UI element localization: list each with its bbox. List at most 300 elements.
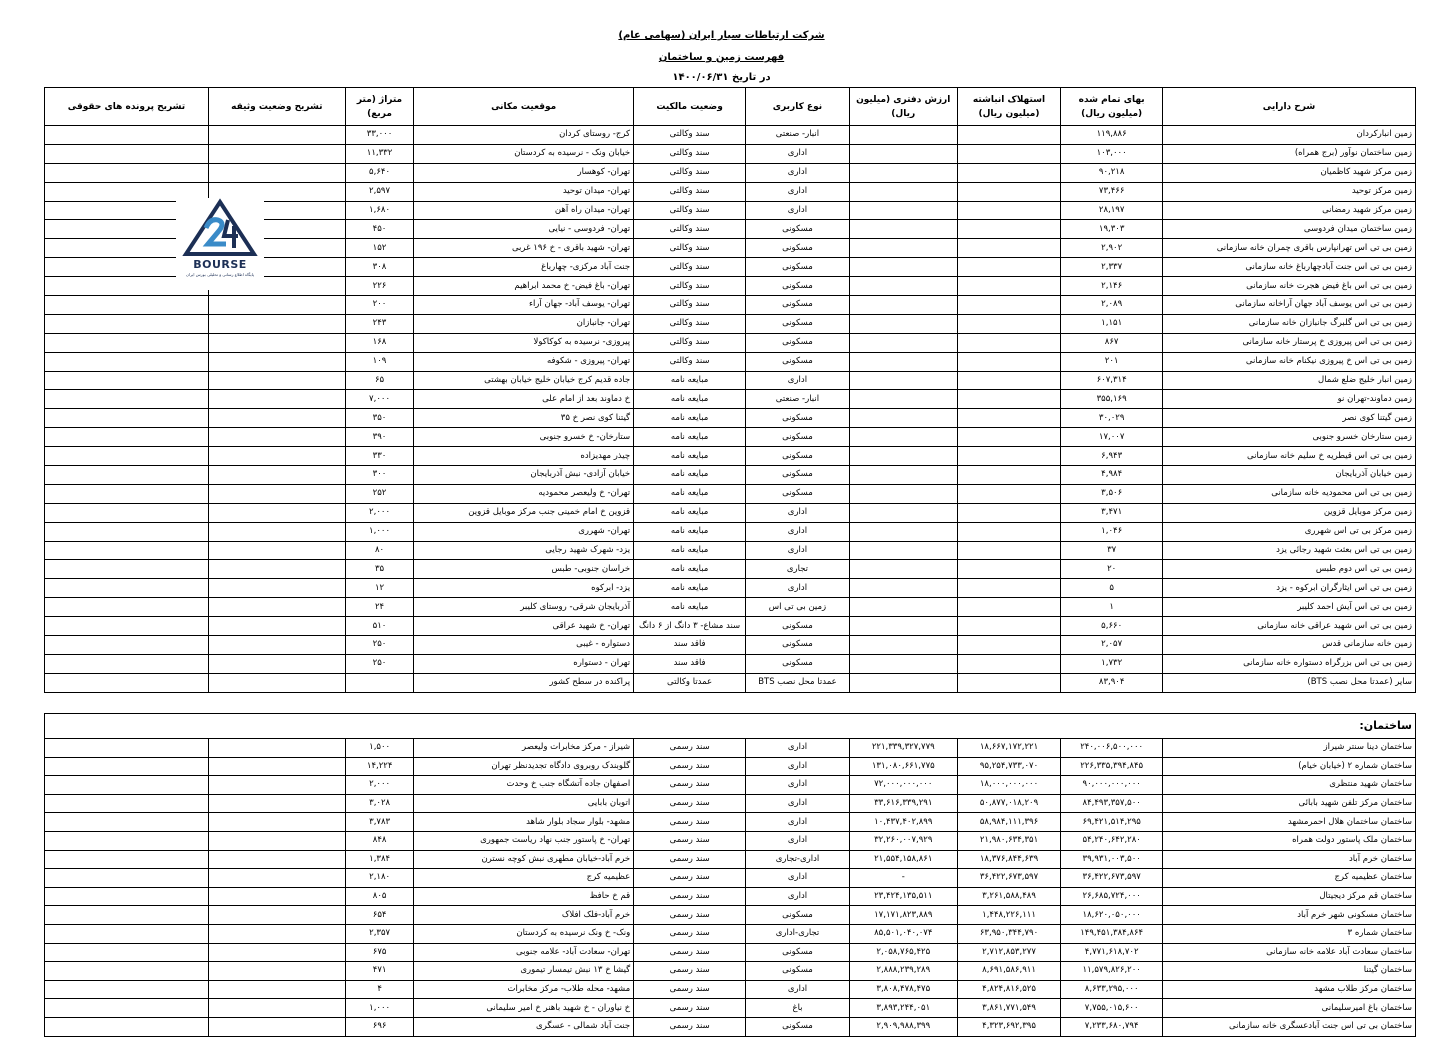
cell-col-4: مسکونی [746, 1017, 850, 1036]
cell-col-9 [45, 541, 209, 560]
cell-col-2 [957, 144, 1061, 163]
cell-col-7: ۱,۳۸۴ [345, 850, 413, 869]
cell-col-7: ۳۳,۰۰۰ [345, 126, 413, 145]
cell-col-6: تهران- کوهسار [414, 163, 634, 182]
cell-col-2 [957, 371, 1061, 390]
cell-col-7: ۲,۵۹۷ [345, 182, 413, 201]
cell-col-8 [208, 144, 345, 163]
land-row [45, 447, 1416, 466]
cell-col-7: ۳۵۰ [345, 409, 413, 428]
cell-col-9 [45, 522, 209, 541]
cell-col-4: اداری [746, 144, 850, 163]
cell-col-4: مسکونی [746, 654, 850, 673]
cell-col-0: زمین بی تی اس پیروزی خ پرستار خانه سازمانی [1162, 333, 1415, 352]
cell-col-2 [957, 182, 1061, 201]
cell-col-8 [208, 428, 345, 447]
land-row [45, 296, 1416, 315]
cell-col-7: ۱,۶۸۰ [345, 201, 413, 220]
cell-col-7: ۴ [345, 980, 413, 999]
cell-col-0: زمین بی تی اس دوم طبس [1162, 560, 1415, 579]
cell-col-5: سند وکالتی [634, 201, 746, 220]
cell-col-3: ۲,۸۸۸,۲۳۹,۲۸۹ [849, 962, 957, 981]
column-header-5: وضعیت مالکیت [634, 88, 746, 126]
cell-col-3 [849, 163, 957, 182]
cell-col-4: اداری [746, 813, 850, 832]
cell-col-4: زمین بی تی اس [746, 598, 850, 617]
cell-col-4: اداری [746, 831, 850, 850]
cell-col-3 [849, 314, 957, 333]
cell-col-1: ۶۰۷,۳۱۴ [1061, 371, 1163, 390]
cell-col-4: مسکونی [746, 484, 850, 503]
cell-col-3 [849, 447, 957, 466]
cell-col-6: تهران- شهید باقری - خ ۱۹۶ غربی [414, 239, 634, 258]
cell-col-5: سند وکالتی [634, 277, 746, 296]
column-header-0: شرح دارایی [1162, 88, 1415, 126]
cell-col-5: سند رسمی [634, 999, 746, 1018]
other-cell-col-2 [957, 673, 1061, 692]
cell-col-9 [45, 906, 209, 925]
cell-col-0: ساختمان شماره ۲ (خیابان خیام) [1162, 757, 1415, 776]
cell-col-9 [45, 447, 209, 466]
land-row [45, 503, 1416, 522]
cell-col-1: ۱,۱۵۱ [1061, 314, 1163, 333]
cell-col-6: خراسان جنوبی- طبس [414, 560, 634, 579]
cell-col-9 [45, 813, 209, 832]
cell-col-3: ۳,۸۹۳,۲۴۴,۰۵۱ [849, 999, 957, 1018]
cell-col-3 [849, 239, 957, 258]
cell-col-4: اداری [746, 201, 850, 220]
cell-col-9 [45, 503, 209, 522]
cell-col-9 [45, 980, 209, 999]
cell-col-2 [957, 314, 1061, 333]
cell-col-9 [45, 390, 209, 409]
cell-col-1: ۳۹,۹۳۱,۰۰۳,۵۰۰ [1061, 850, 1163, 869]
cell-col-4: تجاری [746, 560, 850, 579]
column-header-1: بهای تمام شده (میلیون ریال) [1061, 88, 1163, 126]
cell-col-7: ۶۵ [345, 371, 413, 390]
cell-col-6: خیابان آزادی- نبش آذربایجان [414, 466, 634, 485]
cell-col-6: تهران- میدان راه آهن [414, 201, 634, 220]
cell-col-1: ۱,۷۳۲ [1061, 654, 1163, 673]
cell-col-5: مبایعه نامه [634, 541, 746, 560]
cell-col-8 [209, 980, 346, 999]
cell-col-5: سند وکالتی [634, 352, 746, 371]
bourse-logo-icon [176, 198, 264, 258]
cell-col-6: اتوبان بابایی [414, 794, 634, 813]
cell-col-5: سند رسمی [634, 887, 746, 906]
cell-col-2 [957, 636, 1061, 655]
cell-col-6: عظیمیه کرج [414, 869, 634, 888]
cell-col-3: - [849, 869, 957, 888]
cell-col-7: ۲۴۳ [345, 314, 413, 333]
cell-col-7: ۱۶۸ [345, 333, 413, 352]
cell-col-0: ساختمان مرکز طلاب مشهد [1162, 980, 1415, 999]
cell-col-9 [45, 484, 209, 503]
cell-col-3 [849, 220, 957, 239]
land-row [45, 541, 1416, 560]
cell-col-4: مسکونی [746, 617, 850, 636]
cell-col-5: سند وکالتی [634, 258, 746, 277]
cell-col-9 [45, 776, 209, 795]
cell-col-2 [957, 409, 1061, 428]
cell-col-0: زمین بی تی اس جنت آبادچهارباغ خانه سازمانی [1162, 258, 1415, 277]
cell-col-5: سند رسمی [634, 962, 746, 981]
cell-col-0: زمین بی تی اس یوسف آباد جهان آراخانه سازمانی [1162, 296, 1415, 315]
building-row [45, 776, 1416, 795]
cell-col-8 [209, 906, 346, 925]
cell-col-2: ۱,۴۴۸,۲۲۶,۱۱۱ [957, 906, 1061, 925]
cell-col-1: ۸۴,۴۹۳,۳۵۷,۵۰۰ [1061, 794, 1163, 813]
cell-col-2: ۳۶,۴۲۲,۶۷۳,۵۹۷ [957, 869, 1061, 888]
other-cell-col-6: پراکنده در سطح کشور [414, 673, 634, 692]
cell-col-8 [208, 352, 345, 371]
cell-col-2 [957, 484, 1061, 503]
cell-col-2 [957, 654, 1061, 673]
cell-col-4: اداری [746, 794, 850, 813]
cell-col-4: مسکونی [746, 409, 850, 428]
cell-col-9 [45, 739, 209, 758]
cell-col-1: ۷,۷۵۵,۰۱۵,۶۰۰ [1061, 999, 1163, 1018]
cell-col-3 [849, 466, 957, 485]
cell-col-3: ۳,۸۰۸,۴۷۸,۴۷۵ [849, 980, 957, 999]
cell-col-7: ۴۷۱ [345, 962, 413, 981]
cell-col-5: مبایعه نامه [634, 466, 746, 485]
cell-col-8 [209, 850, 346, 869]
cell-col-9 [45, 999, 209, 1018]
cell-col-4: انبار- صنعتی [746, 126, 850, 145]
cell-col-8 [209, 794, 346, 813]
company-name: شرکت ارتباطات سیار ایران (سهامی عام) [618, 30, 825, 41]
cell-col-9 [45, 850, 209, 869]
cell-col-2 [957, 239, 1061, 258]
land-row [45, 466, 1416, 485]
cell-col-6: یزد- ابرکوه [414, 579, 634, 598]
cell-col-5: سند رسمی [634, 850, 746, 869]
cell-col-9 [45, 636, 209, 655]
cell-col-8 [208, 636, 345, 655]
cell-col-0: زمین بی تی اس خ پیروزی نیکنام خانه سازمانی [1162, 352, 1415, 371]
cell-col-0: زمین مرکز توحید [1162, 182, 1415, 201]
cell-col-8 [208, 390, 345, 409]
cell-col-4: مسکونی [746, 314, 850, 333]
cell-col-6: یزد- شهرک شهید رجایی [414, 541, 634, 560]
cell-col-9 [45, 869, 209, 888]
building-row [45, 906, 1416, 925]
cell-col-0: زمین خانه سازمانی قدس [1162, 636, 1415, 655]
cell-col-6: جنت آباد مرکزی- چهارباغ [414, 258, 634, 277]
cell-col-2 [957, 277, 1061, 296]
cell-col-3 [849, 541, 957, 560]
land-row [45, 617, 1416, 636]
cell-col-5: سند وکالتی [634, 296, 746, 315]
cell-col-4: اداری [746, 887, 850, 906]
cell-col-1: ۲,۳۳۷ [1061, 258, 1163, 277]
building-row [45, 924, 1416, 943]
cell-col-7: ۶۵۴ [345, 906, 413, 925]
cell-col-0: زمین بی تی اس بعثت شهید رجائی یزد [1162, 541, 1415, 560]
cell-col-2: ۱۸,۳۷۶,۸۴۴,۶۳۹ [957, 850, 1061, 869]
cell-col-9 [45, 333, 209, 352]
cell-col-8 [208, 579, 345, 598]
land-row [45, 428, 1416, 447]
cell-col-0: ساختمان ملک پاستور دولت همراه [1162, 831, 1415, 850]
cell-col-3 [849, 390, 957, 409]
cell-col-7: ۸۴۸ [345, 831, 413, 850]
cell-col-2: ۵۸,۹۸۴,۱۱۱,۳۹۶ [957, 813, 1061, 832]
cell-col-4: اداری [746, 163, 850, 182]
other-cell-col-8 [208, 673, 345, 692]
cell-col-7: ۲,۱۸۰ [345, 869, 413, 888]
cell-col-5: مبایعه نامه [634, 560, 746, 579]
cell-col-0: ساختمان دینا سنتر شیراز [1162, 739, 1415, 758]
cell-col-6: قزوین خ امام خمینی جنب مرکز موبایل قزوین [414, 503, 634, 522]
cell-col-9 [45, 352, 209, 371]
cell-col-1: ۲۶,۶۸۵,۷۲۴,۰۰۰ [1061, 887, 1163, 906]
cell-col-6: گیشا خ ۱۳ نبش تیمسار تیموری [414, 962, 634, 981]
cell-col-6: تهران- فردوسی - نیایی [414, 220, 634, 239]
cell-col-8 [209, 757, 346, 776]
cell-col-0: ساختمان عظیمیه کرج [1162, 869, 1415, 888]
cell-col-2 [957, 258, 1061, 277]
buildings-table [44, 713, 1416, 1037]
cell-col-6: ستارخان- خ خسرو جنوبی [414, 428, 634, 447]
cell-col-4: مسکونی [746, 296, 850, 315]
cell-col-4: اداری [746, 541, 850, 560]
cell-col-4: اداری-تجاری [746, 850, 850, 869]
cell-col-3 [849, 258, 957, 277]
cell-col-4: مسکونی [746, 428, 850, 447]
cell-col-7: ۱,۰۰۰ [345, 522, 413, 541]
cell-col-4: اداری [746, 371, 850, 390]
cell-col-5: سند رسمی [634, 980, 746, 999]
cell-col-3 [849, 371, 957, 390]
cell-col-0: ساختمان مرکز تلفن شهید بابائی [1162, 794, 1415, 813]
cell-col-2 [957, 296, 1061, 315]
cell-col-7: ۲,۰۰۰ [345, 503, 413, 522]
cell-col-8 [208, 314, 345, 333]
cell-col-9 [45, 126, 209, 145]
cell-col-7: ۸۰ [345, 541, 413, 560]
cell-col-6: خ دماوند بعد از امام علی [414, 390, 634, 409]
land-row [45, 163, 1416, 182]
report-date: در تاریخ ۱۴۰۰/۰۶/۳۱ [672, 72, 771, 83]
cell-col-4: مسکونی [746, 906, 850, 925]
cell-col-1: ۱ [1061, 598, 1163, 617]
cell-col-9 [45, 962, 209, 981]
cell-col-2 [957, 598, 1061, 617]
cell-col-1: ۸۶۷ [1061, 333, 1163, 352]
cell-col-9 [45, 466, 209, 485]
cell-col-3: ۳۳,۶۱۶,۳۳۹,۲۹۱ [849, 794, 957, 813]
cell-col-0: زمین انبارکردان [1162, 126, 1415, 145]
cell-col-5: سند وکالتی [634, 163, 746, 182]
cell-col-5: سند وکالتی [634, 144, 746, 163]
cell-col-1: ۱۴۹,۴۵۱,۳۸۴,۸۶۴ [1061, 924, 1163, 943]
cell-col-0: ساختمان خرم آباد [1162, 850, 1415, 869]
other-cell-col-4: عمدتا محل نصب BTS [746, 673, 850, 692]
other-cell-col-1: ۸۳,۹۰۴ [1061, 673, 1163, 692]
cell-col-7: ۲۵۰ [345, 654, 413, 673]
cell-col-5: سند وکالتی [634, 182, 746, 201]
land-row [45, 484, 1416, 503]
cell-col-9 [45, 428, 209, 447]
cell-col-0: زمین مرکز بی تی اس شهرری [1162, 522, 1415, 541]
cell-col-1: ۴,۷۷۱,۶۱۸,۷۰۲ [1061, 943, 1163, 962]
cell-col-2: ۴,۳۲۳,۶۹۲,۳۹۵ [957, 1017, 1061, 1036]
cell-col-2: ۱۸,۰۰۰,۰۰۰,۰۰۰ [957, 776, 1061, 795]
cell-col-0: زمین خیابان آذربایجان [1162, 466, 1415, 485]
cell-col-1: ۳,۴۷۱ [1061, 503, 1163, 522]
building-row [45, 980, 1416, 999]
cell-col-3 [849, 617, 957, 636]
cell-col-1: ۲,۹۰۲ [1061, 239, 1163, 258]
land-row [45, 371, 1416, 390]
cell-col-5: فاقد سند [634, 654, 746, 673]
cell-col-7: ۶۷۵ [345, 943, 413, 962]
land-row [45, 144, 1416, 163]
cell-col-6: تهران - دستواره [414, 654, 634, 673]
cell-col-1: ۵۴,۲۴۰,۶۴۲,۲۸۰ [1061, 831, 1163, 850]
cell-col-2: ۳,۸۶۱,۷۷۱,۵۴۹ [957, 999, 1061, 1018]
building-row [45, 831, 1416, 850]
cell-col-1: ۹۰,۰۰۰,۰۰۰,۰۰۰ [1061, 776, 1163, 795]
cell-col-5: سند رسمی [634, 739, 746, 758]
cell-col-8 [209, 831, 346, 850]
cell-col-8 [208, 503, 345, 522]
cell-col-8 [209, 999, 346, 1018]
cell-col-6: جنت آباد شمالی - عسگری [414, 1017, 634, 1036]
cell-col-1: ۱۷,۰۰۷ [1061, 428, 1163, 447]
logo-text: BOURSE [193, 258, 247, 271]
cell-col-3: ۷۲,۰۰۰,۰۰۰,۰۰۰ [849, 776, 957, 795]
cell-col-7: ۶۹۶ [345, 1017, 413, 1036]
cell-col-5: سند وکالتی [634, 220, 746, 239]
cell-col-2: ۶۳,۹۵۰,۳۴۴,۷۹۰ [957, 924, 1061, 943]
logo-subtitle: پایگاه اطلاع رسانی و تحلیلی بورس ایران [186, 272, 254, 277]
cell-col-6: خ نیاوران - خ شهید باهنر خ امیر سلیمانی [414, 999, 634, 1018]
land-row [45, 126, 1416, 145]
cell-col-6: ونک- خ ونک نرسیده به کردستان [414, 924, 634, 943]
cell-col-7: ۱,۵۰۰ [345, 739, 413, 758]
cell-col-7: ۳۵ [345, 560, 413, 579]
cell-col-3 [849, 636, 957, 655]
cell-col-7: ۳,۷۸۳ [345, 813, 413, 832]
other-cell-col-0: سایر (عمدتا محل نصب BTS) [1162, 673, 1415, 692]
cell-col-2 [957, 126, 1061, 145]
cell-col-0: زمین بی تی اس تهرانپارس باقری چمران خانه سازمانی [1162, 239, 1415, 258]
cell-col-0: ساختمان باغ امیرسلیمانی [1162, 999, 1415, 1018]
cell-col-2 [957, 333, 1061, 352]
cell-col-0: ساختمان بی تی اس جنت آبادعسگری خانه سازمانی [1162, 1017, 1415, 1036]
cell-col-6: قم خ حافظ [414, 887, 634, 906]
cell-col-2 [957, 428, 1061, 447]
land-row [45, 654, 1416, 673]
cell-col-4: مسکونی [746, 962, 850, 981]
cell-col-4: مسکونی [746, 239, 850, 258]
cell-col-4: اداری [746, 980, 850, 999]
building-row [45, 943, 1416, 962]
land-row [45, 314, 1416, 333]
cell-col-0: ساختمان مسکونی شهر خرم آباد [1162, 906, 1415, 925]
cell-col-6: چیذر مهدیزاده [414, 447, 634, 466]
cell-col-3 [849, 654, 957, 673]
cell-col-1: ۵,۶۶۰ [1061, 617, 1163, 636]
cell-col-5: سند رسمی [634, 794, 746, 813]
cell-col-1: ۲۰۱ [1061, 352, 1163, 371]
cell-col-6: تهران- یوسف آباد- جهان آراء [414, 296, 634, 315]
cell-col-4: مسکونی [746, 352, 850, 371]
cell-col-6: آذربایجان شرقی- روستای کلیبر [414, 598, 634, 617]
cell-col-0: زمین دماوند-تهران نو [1162, 390, 1415, 409]
cell-col-0: زمین ساختمان میدان فردوسی [1162, 220, 1415, 239]
cell-col-0: زمین انبار خلیج ضلع شمال [1162, 371, 1415, 390]
cell-col-1: ۲۸,۱۹۷ [1061, 201, 1163, 220]
column-header-3: ارزش دفتری (میلیون ریال) [849, 88, 957, 126]
cell-col-5: مبایعه نامه [634, 579, 746, 598]
cell-col-2 [957, 503, 1061, 522]
cell-col-8 [208, 333, 345, 352]
cell-col-8 [209, 739, 346, 758]
land-table-header [45, 88, 1416, 126]
cell-col-3 [849, 333, 957, 352]
cell-col-8 [209, 887, 346, 906]
cell-col-9 [45, 617, 209, 636]
cell-col-8 [208, 617, 345, 636]
cell-col-5: سند مشاع- ۳ دانگ از ۶ دانگ [634, 617, 746, 636]
column-header-2: استهلاک انباشته (میلیون ریال) [957, 88, 1061, 126]
cell-col-0: زمین بی تی اس ایثارگران ابرکوه - یزد [1162, 579, 1415, 598]
cell-col-1: ۲۲۶,۳۳۵,۳۹۴,۸۴۵ [1061, 757, 1163, 776]
cell-col-4: مسکونی [746, 447, 850, 466]
cell-col-5: سند رسمی [634, 943, 746, 962]
cell-col-2 [957, 522, 1061, 541]
cell-col-2 [957, 220, 1061, 239]
cell-col-8 [209, 813, 346, 832]
cell-col-2: ۲۱,۹۸۰,۶۳۴,۳۵۱ [957, 831, 1061, 850]
cell-col-1: ۳۷ [1061, 541, 1163, 560]
cell-col-6: تهران- جانبازان [414, 314, 634, 333]
building-row [45, 850, 1416, 869]
cell-col-0: زمین مرکز موبایل قزوین [1162, 503, 1415, 522]
cell-col-4: مسکونی [746, 636, 850, 655]
cell-col-4: اداری [746, 503, 850, 522]
other-cell-col-5: عمدتا وکالتی [634, 673, 746, 692]
cell-col-1: ۷,۲۳۳,۶۸۰,۷۹۴ [1061, 1017, 1163, 1036]
cell-col-6: تهران- خ پاستور جنب نهاد ریاست جمهوری [414, 831, 634, 850]
cell-col-0: زمین مرکز شهید رمضانی [1162, 201, 1415, 220]
column-header-7: متراژ (متر مربع) [345, 88, 413, 126]
cell-col-0: ساختمان قم مرکز دیجیتال [1162, 887, 1415, 906]
cell-col-4: اداری [746, 739, 850, 758]
land-row [45, 390, 1416, 409]
cell-col-2 [957, 390, 1061, 409]
cell-col-6: تهران- باغ فیض- خ محمد ابراهیم [414, 277, 634, 296]
cell-col-5: مبایعه نامه [634, 522, 746, 541]
cell-col-3: ۱۷,۱۷۱,۸۲۳,۸۸۹ [849, 906, 957, 925]
cell-col-5: سند وکالتی [634, 126, 746, 145]
cell-col-6: مشهد- بلوار سجاد بلوار شاهد [414, 813, 634, 832]
cell-col-1: ۳۰,۰۲۹ [1061, 409, 1163, 428]
cell-col-2: ۴,۸۲۴,۸۱۶,۵۲۵ [957, 980, 1061, 999]
building-row [45, 739, 1416, 758]
buildings-section-title: ساختمان: [45, 714, 1416, 739]
cell-col-4: مسکونی [746, 333, 850, 352]
cell-col-6: خرم آباد-خیابان مطهری نبش کوچه نسترن [414, 850, 634, 869]
cell-col-4: مسکونی [746, 943, 850, 962]
cell-col-6: کرج- روستای کردان [414, 126, 634, 145]
column-header-9: تشریح پرونده های حقوقی [45, 88, 209, 126]
cell-col-9 [45, 371, 209, 390]
